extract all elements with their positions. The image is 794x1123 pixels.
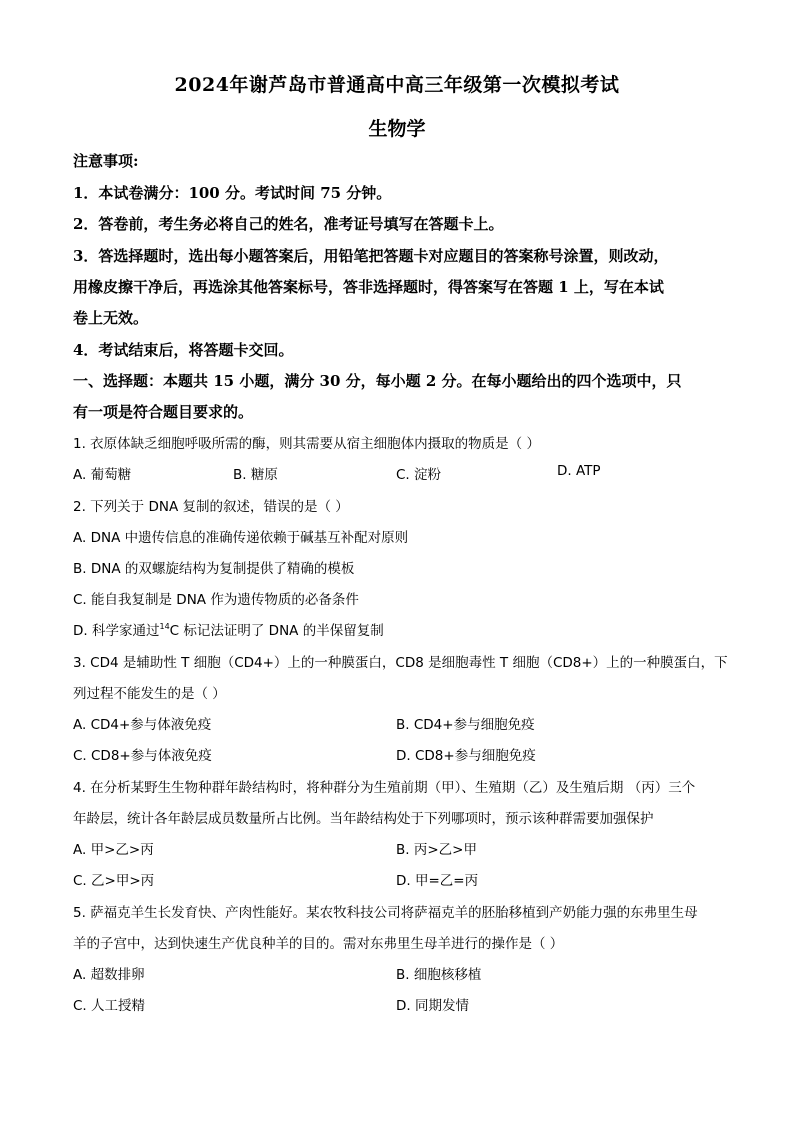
q1-option-d: D. ATP xyxy=(557,463,601,479)
question-3-stem: 3. CD4 是辅助性 T 细胞（CD4+）上的一种膜蛋白，CD8 是细胞毒性 T 细胞（CD8+）上的一种膜蛋白，下 xyxy=(73,655,728,671)
q1-option-a: A. 葡萄糖 xyxy=(73,467,132,483)
question-5-stem-cont: 羊的子宫中，达到快速生产优良种羊的目的。需对东弗里生母羊进行的操作是（ ） xyxy=(73,936,564,952)
q3-option-d: D. CD8+参与细胞免疫 xyxy=(396,748,536,764)
notice-item: 用橡皮擦干净后，再选涂其他答案标号，答非选择题时，得答案写在答题 1 上，写在本试 xyxy=(73,278,664,296)
notice-heading: 注意事项: xyxy=(73,152,139,170)
question-1-stem: 1. 衣原体缺乏细胞呼吸所需的酶，则其需要从宿主细胞体内摄取的物质是（ ） xyxy=(73,436,540,452)
notice-item: 2．答卷前，考生务必将自己的姓名，准考证号填写在答题卡上。 xyxy=(73,215,504,233)
q4-option-d: D. 甲=乙=丙 xyxy=(396,873,479,889)
question-4-stem: 4. 在分析某野生生物种群年龄结构时，将种群分为生殖前期（甲）、生殖期（乙）及生殖后期 （丙）三个 xyxy=(73,780,696,796)
question-3-stem-cont: 列过程不能发生的是（ ） xyxy=(73,686,226,702)
section-heading: 一、选择题：本题共 15 小题，满分 30 分，每小题 2 分。在每小题给出的四个选项中，只 xyxy=(73,372,682,390)
notice-item: 4．考试结束后，将答题卡交回。 xyxy=(73,341,294,359)
q3-option-b: B. CD4+参与细胞免疫 xyxy=(396,717,535,733)
question-5-stem: 5. 萨福克羊生长发育快、产肉性能好。某农牧科技公司将萨福克羊的胚胎移植到产奶能力强的东弗里生母 xyxy=(73,905,698,921)
exam-title: 2024年谢芦岛市普通高中高三年级第一次模拟考试 xyxy=(174,74,620,96)
q4-option-c: C. 乙>甲>丙 xyxy=(73,873,155,889)
q1-option-c: C. 淀粉 xyxy=(396,467,442,483)
q5-option-d: D. 同期发情 xyxy=(396,998,469,1014)
q4-option-a: A. 甲>乙>丙 xyxy=(73,842,154,858)
q5-option-c: C. 人工授精 xyxy=(73,998,146,1014)
notice-item: 1．本试卷满分：100 分。考试时间 75 分钟。 xyxy=(73,184,392,202)
subject-title: 生物学 xyxy=(368,118,426,140)
q2-option-d-post: C 标记法证明了 DNA 的半保留复制 xyxy=(169,623,384,639)
question-4-stem-cont: 年龄层，统计各年龄层成员数量所占比例。当年龄结构处于下列哪项时，预示该种群需要加强保护 xyxy=(73,811,654,827)
q2-option-c: C. 能自我复制是 DNA 作为遗传物质的必备条件 xyxy=(73,592,359,608)
q2-option-d-superscript: 14 xyxy=(159,622,170,631)
q2-option-b: B. DNA 的双螺旋结构为复制提供了精确的模板 xyxy=(73,561,355,577)
q3-option-a: A. CD4+参与体液免疫 xyxy=(73,717,212,733)
q2-option-a: A. DNA 中遗传信息的准确传递依赖于碱基互补配对原则 xyxy=(73,530,409,546)
q2-option-d-pre: D. 科学家通过 xyxy=(73,623,160,639)
q1-option-b: B. 糖原 xyxy=(233,467,278,483)
notice-item: 3．答选择题时，选出每小题答案后，用铅笔把答题卡对应题目的答案称号涂置，则改动， xyxy=(73,247,669,265)
q5-option-b: B. 细胞核移植 xyxy=(396,967,482,983)
q3-option-c: C. CD8+参与体液免疫 xyxy=(73,748,212,764)
q4-option-b: B. 丙>乙>甲 xyxy=(396,842,477,858)
notice-item: 卷上无效。 xyxy=(73,309,149,327)
section-heading-cont: 有一项是符合题目要求的。 xyxy=(73,403,254,421)
q5-option-a: A. 超数排卵 xyxy=(73,967,145,983)
q2-option-d xyxy=(73,619,384,639)
question-2-stem: 2. 下列关于 DNA 复制的叙述，错误的是（ ） xyxy=(73,499,349,515)
